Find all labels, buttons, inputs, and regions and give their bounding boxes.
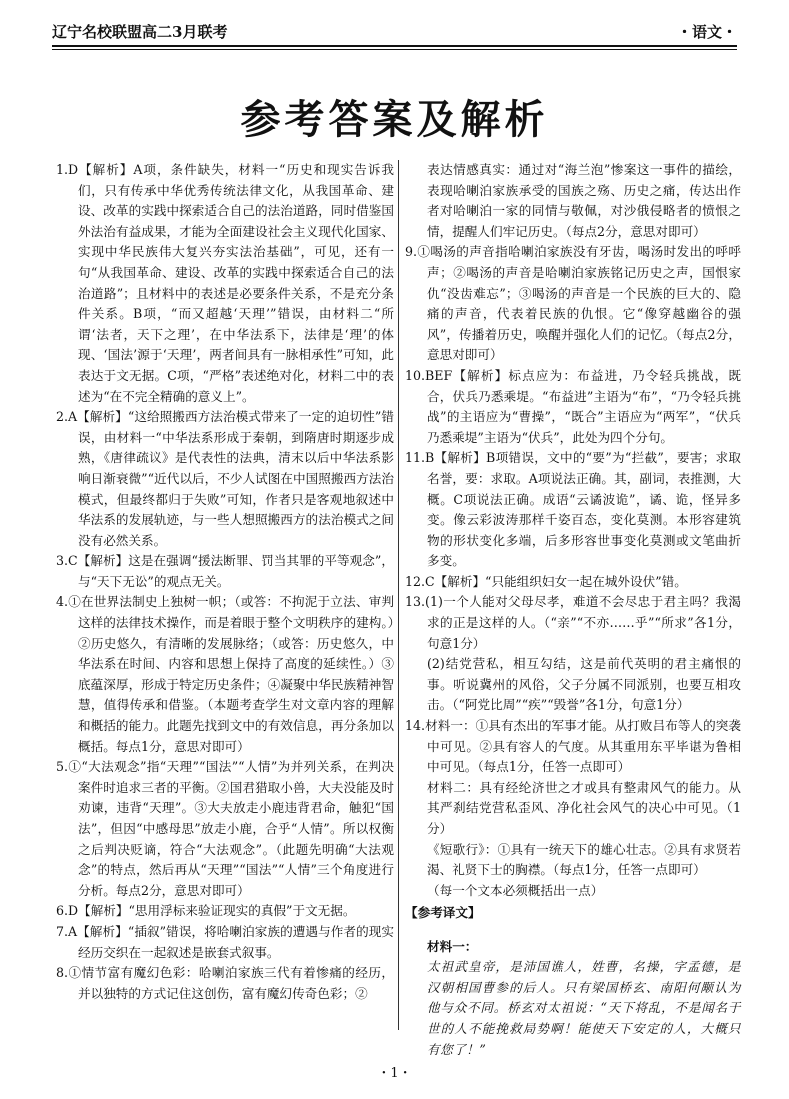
left-column	[56, 160, 394, 1004]
answer-item: (2)结党营私，相互勾结，这是前代英明的君主痛恨的事。听说冀州的风俗，父子分属不同派别，也要互相攻击。（“阿党比周”“疾”“毁誉”各1分，句意1分）	[427, 656, 741, 713]
subject-label: ・语文・	[676, 22, 737, 41]
answer-item: 5.①“大法观念”指“天理”“国法”“人情”为并列关系，在判决案件时追求三者的平衡。②国君猎取小兽，大夫没能及时劝谏，违背“天理”。③大夫放走小鹿违背君命，触犯“国法”，但因“中感母思”放走小鹿，合乎“人情”。所以权衡之后判决贬谪，符合“大法观念”。（此题先明确“大法观念”的特点，然后再从“天理”“国法”“人情”三个角度进行分析。每点2分，意思对即可）	[56, 759, 394, 898]
answer-item: 12.C【解析】“只能组织妇女一起在城外设伏”错。	[405, 573, 687, 589]
answer-item: 7.A【解析】“插叙”错误，将哈喇泊家族的遭遇与作者的现实经历交织在一起叙述是嵌套式叙事。	[56, 923, 394, 960]
page-title: 参考答案及解析	[240, 97, 549, 143]
right-column	[405, 160, 741, 1060]
answer-item: 《短歌行》：①具有一统天下的雄心壮志。②具有求贤若渴、礼贤下士的胸襟。（每点1分，任答一点即可）	[427, 841, 741, 878]
header-rule-thin	[52, 49, 737, 50]
answer-item: 14.材料一：①具有杰出的军事才能。从打败吕布等人的突袭中可见。②具有容人的气度。从其重用东平毕谌为鲁相中可见。（每点1分，任答一点即可）	[405, 718, 741, 775]
translation-subheading: 材料一：	[427, 938, 478, 954]
column-divider	[398, 160, 399, 1030]
page-number: ・1・	[377, 1066, 412, 1081]
answer-item: 3.C【解析】这是在强调“援法断罪、罚当其罪的平等观念”，与“天下无讼”的观点无关。	[56, 553, 394, 589]
translation-text: 太祖武皇帝，是沛国谯人，姓曹，名操，字孟德，是汉朝相国曹参的后人。只有梁国桥玄、南阳何颙认为他与众不同。桥玄对太祖说：“天下将乱，不是闻名于世的人不能挽救局势啊！能使天下安定的人，大概只有您了！”	[427, 959, 741, 1057]
exam-name: 辽宁名校联盟高二3月联考	[52, 22, 228, 41]
page-header	[52, 18, 737, 44]
answer-item: 10.BEF【解析】标点应为：布益进，乃令轻兵挑战，既合，伏兵乃悉乘堤。“布益进”主语为“布”，“乃令轻兵挑战”的主语应为“曹操”，“既合”主语应为“两军”，“伏兵乃悉乘堤”主语为“伏兵”，此处为四个分句。	[405, 367, 741, 445]
answer-item: 材料二：具有经纶济世之才或具有整肃风气的能力。从其严刹结党营私歪风、净化社会风气的决心中可见。（1分）	[427, 779, 741, 836]
answer-item: 表达情感真实：通过对“海兰泡”惨案这一事件的描绘，表现哈喇泊家族承受的国族之殇、历史之痛，传达出作者对哈喇泊一家的同情与敬佩，对沙俄侵略者的愤恨之情，提醒人们牢记历史。（每点2分，意思对即可）	[427, 162, 741, 239]
answer-item: 9.①喝汤的声音指哈喇泊家族没有牙齿，喝汤时发出的呼呼声；②喝汤的声音是哈喇泊家族铭记历史之声，国恨家仇“没齿难忘”；③喝汤的声音是一个民族的巨大的、隐痛的声音，代表着民族的仇恨。它“像穿越幽谷的强风”，传播着历史，唤醒并强化人们的记忆。（每点2分，意思对即可）	[405, 244, 741, 363]
header-rule	[52, 45, 737, 47]
answer-item: 4.①在世界法制史上独树一帜；（或答：不拘泥于立法、审判这样的法律技术操作，而是着眼于整个文明秩序的建构。）②历史悠久，有清晰的发展脉络；（或答：历史悠久，中华法系在时间、内容和思想上保持了高度的延续性。）③底蕴深厚，形成于特定历史条件；④凝聚中华民族精神智慧，值得传承和借鉴。（本题考查学生对文章内容的理解和概括的能力。此题先找到文中的有效信息，再分条加以概括。每点1分，意思对即可）	[56, 594, 394, 754]
answer-item: 11.B【解析】B项错误，文中的“要”为“拦截”，要害；求取名誉，要：求取。A项说法正确。其，副词，表推测，大概。C项说法正确。成语“云谲波诡”，谲、诡，怪异多变。像云彩波涛那样千姿百态，变化莫测。本形容建筑物的形状变化多端，后多形容世事变化莫测或文笔曲折多变。	[405, 450, 741, 569]
answer-item: 2.A【解析】“这给照搬西方法治模式带来了一定的迫切性”错误，由材料一“中华法系形成于秦朝，到隋唐时期逐步成熟，《唐律疏议》是代表性的法典，清末以后中华法系影响日渐衰微”“近代以后，不少人试图在中国照搬西方法治模式，但最终都归于失败”可知，作者只是客观地叙述中华法系的发展轨迹，与一些人想照搬西方的法治模式之间没有必然关系。	[56, 409, 394, 548]
answer-item: 13.(1)一个人能对父母尽孝，难道不会尽忠于君主吗？我渴求的正是这样的人。（“亲”“不亦……乎”“所求”各1分，句意1分）	[405, 594, 741, 651]
answer-item: 1.D【解析】A项，条件缺失，材料一“历史和现实告诉我们，只有传承中华优秀传统法律文化，从我国革命、建设、改革的实践中探索适合自己的法治道路，同时借鉴国外法治有益成果，才能为全面建设社会主义现代化国家、实现中华民族伟大复兴夯实法治基础”，可见，还有一句“从我国革命、建设、改革的实践中探索适合自己的法治道路”；且材料中的表述是必要条件关系，不是充分条件关系。B项，“而又超越‘天理’”错误，由材料二“所谓‘法者，天下之理’，在中华法系下，法律是‘理’的体现、‘国法’源于‘天理’，两者间具有一脉相承性”可知，此表达于文无据。C项，“严格”表述绝对化，材料二中的表述为“在不完全精确的意义上”。	[56, 162, 394, 404]
answer-item: 6.D【解析】“思用浮标来验证现实的真假”于文无据。	[56, 903, 356, 919]
answer-item: （每一个文本必须概括出一点）	[427, 882, 604, 898]
reference-translation-heading: 【参考译文】	[405, 905, 481, 921]
answer-item: 8.①情节富有魔幻色彩：哈喇泊家族三代有着惨痛的经历，并以独特的方式记住这创伤，富有魔幻传奇色彩；②	[56, 965, 394, 1001]
